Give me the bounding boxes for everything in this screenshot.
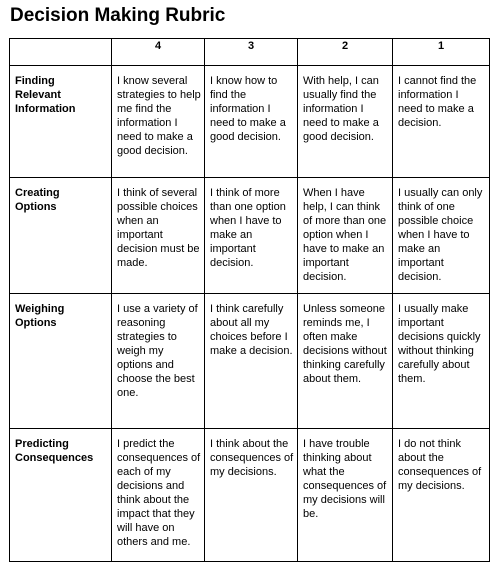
descriptor-text: I have trouble thinking about what the consequences of my decisions will be. — [303, 438, 387, 520]
criterion-label: Weighing Options — [15, 303, 65, 329]
page-title: Decision Making Rubric — [10, 5, 226, 26]
criterion-cell — [10, 294, 112, 429]
descriptor-cell — [298, 66, 393, 178]
descriptor-text: I usually make important decisions quickly without thinking carefully about them. — [398, 303, 481, 385]
descriptor-text: I think carefully about all my choices before I make a decision. — [210, 303, 293, 357]
descriptor-cell — [205, 66, 298, 178]
descriptor-cell — [112, 178, 205, 294]
descriptor-cell — [393, 178, 490, 294]
descriptor-cell — [112, 66, 205, 178]
header-cell-score-3: 3 — [205, 39, 298, 66]
header-cell-blank — [10, 39, 112, 66]
descriptor-cell — [205, 294, 298, 429]
descriptor-cell — [298, 429, 393, 562]
descriptor-text: With help, I can usually find the information I need to make a good decision. — [303, 75, 379, 143]
descriptor-text: I think of more than one option when I have to make an important decision. — [210, 187, 286, 269]
header-cell-score-1: 1 — [393, 39, 490, 66]
criterion-cell — [10, 178, 112, 294]
descriptor-text: I do not think about the consequences of my decisions. — [398, 438, 482, 492]
descriptor-text: When I have help, I can think of more than one option when I have to make an important decision. — [303, 187, 387, 283]
descriptor-cell — [112, 429, 205, 562]
rubric-table — [9, 38, 490, 562]
criterion-cell — [10, 66, 112, 178]
table-row — [10, 429, 490, 562]
header-cell-score-4: 4 — [112, 39, 205, 66]
descriptor-cell — [205, 178, 298, 294]
descriptor-cell — [393, 429, 490, 562]
descriptor-cell — [298, 178, 393, 294]
descriptor-text: I predict the consequences of each of my decisions and think about the impact that they will have on others and me. — [117, 438, 201, 548]
header-cell-score-2: 2 — [298, 39, 393, 66]
table-row — [10, 294, 490, 429]
table-row — [10, 178, 490, 294]
descriptor-text: I usually can only think of one possible choice when I have to make an important decision. — [398, 187, 483, 283]
table-row — [10, 66, 490, 178]
criterion-label: Creating Options — [15, 187, 60, 213]
descriptor-cell — [205, 429, 298, 562]
descriptor-text: I know how to find the information I need to make a good decision. — [210, 75, 286, 143]
criterion-label: Finding Relevant Information — [15, 75, 76, 115]
criterion-cell — [10, 429, 112, 562]
descriptor-cell — [393, 66, 490, 178]
descriptor-text: I think of several possible choices when an important decision must be made. — [117, 187, 200, 269]
criterion-label: Predicting Consequences — [15, 438, 94, 464]
descriptor-text: I use a variety of reasoning strategies to weigh my options and choose the best one. — [117, 303, 198, 399]
header-row — [10, 39, 490, 66]
descriptor-cell — [298, 294, 393, 429]
descriptor-text: Unless someone reminds me, I often make decisions without thinking carefully about them. — [303, 303, 387, 385]
descriptor-cell — [112, 294, 205, 429]
descriptor-text: I think about the consequences of my decisions. — [210, 438, 294, 478]
descriptor-text: I cannot find the information I need to make a decision. — [398, 75, 477, 129]
descriptor-cell — [393, 294, 490, 429]
descriptor-text: I know several strategies to help me find the information I need to make a good decision. — [117, 75, 201, 157]
